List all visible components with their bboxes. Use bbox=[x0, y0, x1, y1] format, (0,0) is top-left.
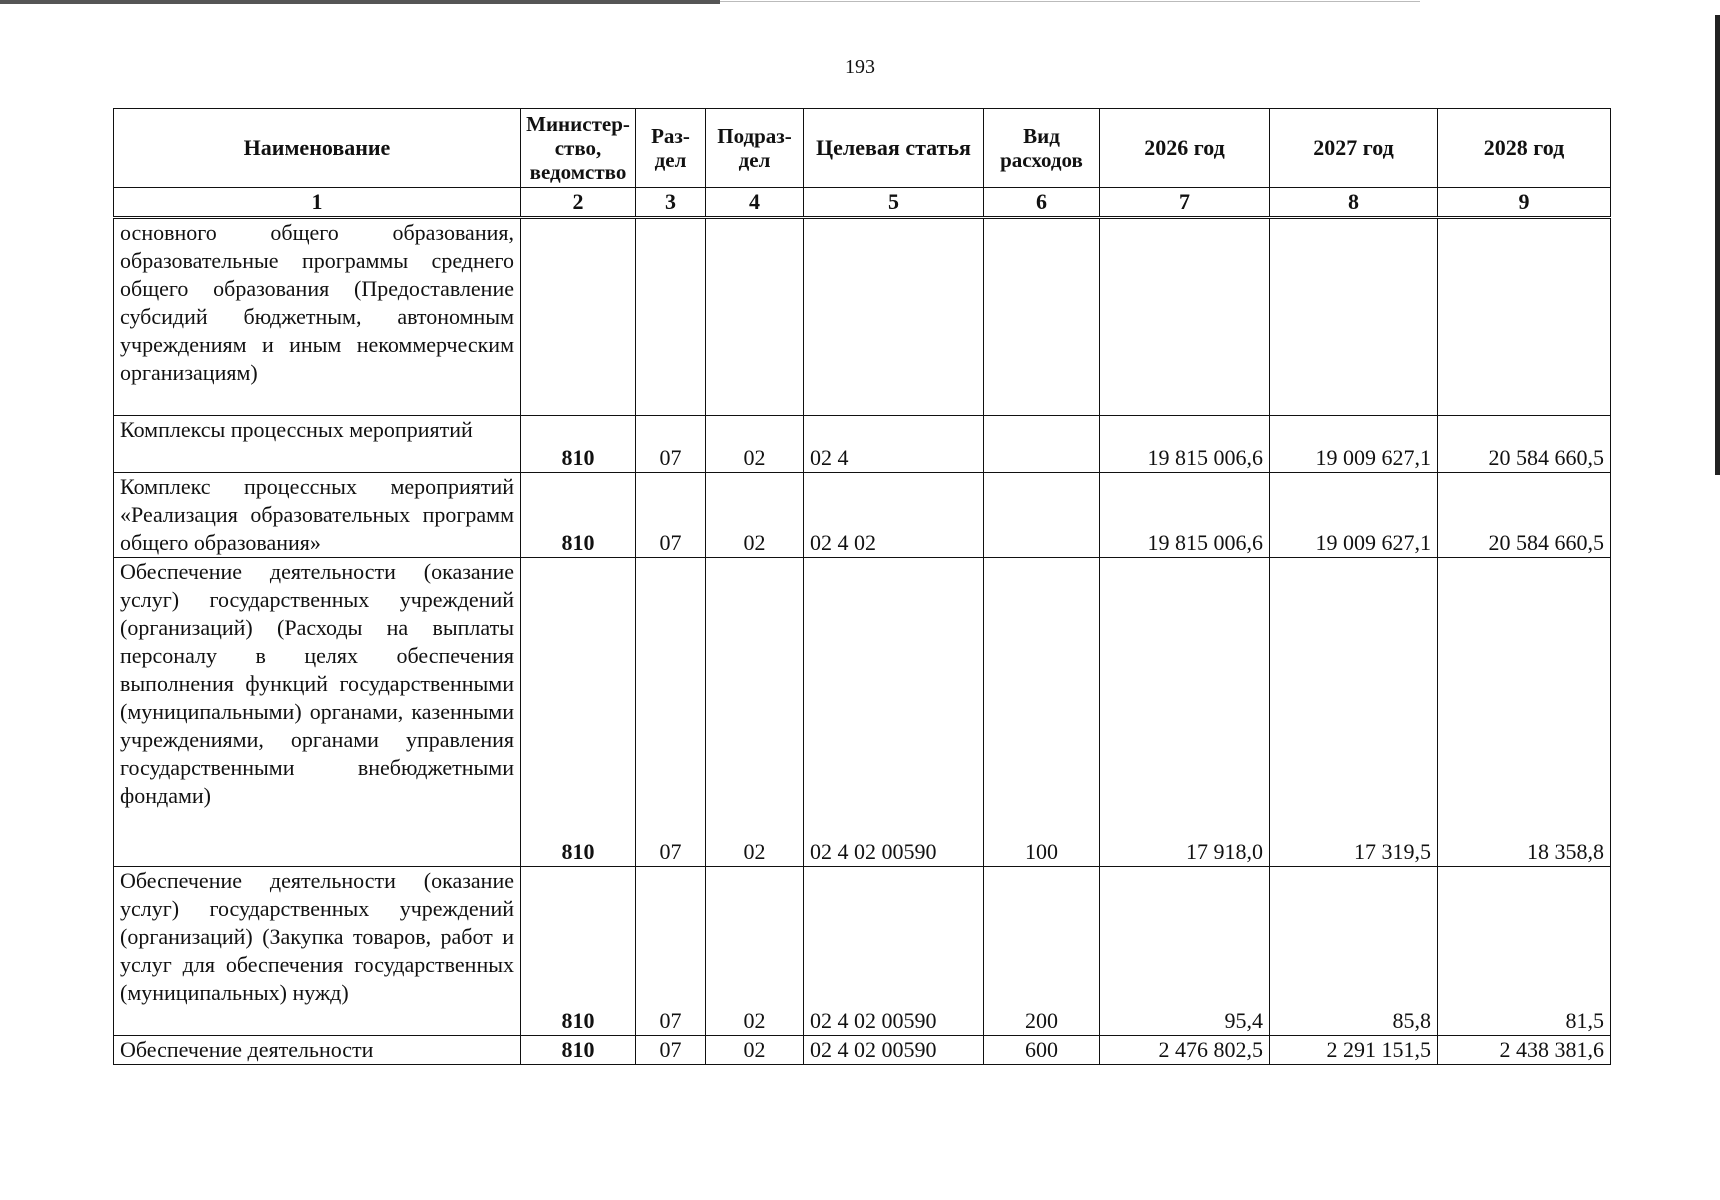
cell-section: 07 bbox=[636, 416, 706, 473]
header-2027: 2027 год bbox=[1270, 109, 1438, 188]
cell-target: 02 4 02 00590 bbox=[804, 1036, 984, 1065]
header-2028: 2028 год bbox=[1438, 109, 1611, 188]
cell-target: 02 4 02 bbox=[804, 473, 984, 558]
column-number: 7 bbox=[1100, 188, 1270, 218]
cell-2026: 2 476 802,5 bbox=[1100, 1036, 1270, 1065]
cell-expense-type bbox=[984, 218, 1100, 416]
cell-expense-type: 100 bbox=[984, 558, 1100, 867]
scan-edge-bar bbox=[1715, 15, 1720, 475]
cell-expense-type: 200 bbox=[984, 867, 1100, 1036]
table-row bbox=[114, 473, 1611, 558]
cell-2027: 19 009 627,1 bbox=[1270, 416, 1438, 473]
cell-target: 02 4 02 00590 bbox=[804, 558, 984, 867]
cell-ministry: 810 bbox=[521, 1036, 636, 1065]
top-scan-rule-faint bbox=[720, 1, 1420, 2]
cell-ministry: 810 bbox=[521, 867, 636, 1036]
cell-expense-type bbox=[984, 473, 1100, 558]
header-ministry: Министер-ство, ведомство bbox=[521, 109, 636, 188]
cell-name: Обеспечение деятельности (оказание услуг) государственных учреждений (организаций) (Расходы на выплаты персоналу в целях обеспечения выполнения функций государственными (муниципальными) органами, казенными учреждениями, органами управления государственными внебюджетными фондами) bbox=[114, 558, 521, 867]
header-subsection: Подраз-дел bbox=[706, 109, 804, 188]
table-row bbox=[114, 867, 1611, 1036]
column-number: 8 bbox=[1270, 188, 1438, 218]
cell-2026: 17 918,0 bbox=[1100, 558, 1270, 867]
cell-section bbox=[636, 218, 706, 416]
cell-ministry bbox=[521, 218, 636, 416]
header-row bbox=[114, 109, 1611, 188]
column-number: 2 bbox=[521, 188, 636, 218]
cell-name: Комплексы процессных мероприятий bbox=[114, 416, 521, 473]
cell-subsection: 02 bbox=[706, 558, 804, 867]
cell-2027: 2 291 151,5 bbox=[1270, 1036, 1438, 1065]
cell-name: основного общего образования, образовательные программы среднего общего образования (Предоставление субсидий бюджетным, автономным учреждениям и иным некоммерческим организациям) bbox=[114, 218, 521, 416]
cell-subsection: 02 bbox=[706, 1036, 804, 1065]
header-target: Целевая статья bbox=[804, 109, 984, 188]
table-row bbox=[114, 218, 1611, 416]
cell-ministry: 810 bbox=[521, 558, 636, 867]
cell-2028: 2 438 381,6 bbox=[1438, 1036, 1611, 1065]
cell-subsection: 02 bbox=[706, 473, 804, 558]
header-section: Раз-дел bbox=[636, 109, 706, 188]
column-number: 9 bbox=[1438, 188, 1611, 218]
cell-2027: 17 319,5 bbox=[1270, 558, 1438, 867]
column-number-row bbox=[114, 188, 1611, 218]
column-number: 1 bbox=[114, 188, 521, 218]
column-number: 3 bbox=[636, 188, 706, 218]
cell-subsection: 02 bbox=[706, 867, 804, 1036]
cell-name: Обеспечение деятельности bbox=[114, 1036, 521, 1065]
cell-section: 07 bbox=[636, 473, 706, 558]
cell-target: 02 4 bbox=[804, 416, 984, 473]
table-row bbox=[114, 558, 1611, 867]
page-number: 193 bbox=[845, 56, 875, 78]
column-number: 4 bbox=[706, 188, 804, 218]
cell-name: Комплекс процессных мероприятий «Реализация образовательных программ общего образования» bbox=[114, 473, 521, 558]
header-name: Наименование bbox=[114, 109, 521, 188]
cell-2027 bbox=[1270, 218, 1438, 416]
cell-expense-type bbox=[984, 416, 1100, 473]
header-2026: 2026 год bbox=[1100, 109, 1270, 188]
table-row bbox=[114, 416, 1611, 473]
cell-2028: 18 358,8 bbox=[1438, 558, 1611, 867]
cell-target: 02 4 02 00590 bbox=[804, 867, 984, 1036]
cell-section: 07 bbox=[636, 558, 706, 867]
cell-section: 07 bbox=[636, 867, 706, 1036]
cell-2028 bbox=[1438, 218, 1611, 416]
cell-name: Обеспечение деятельности (оказание услуг) государственных учреждений (организаций) (Закупка товаров, работ и услуг для обеспечения государственных (муниципальных) нужд) bbox=[114, 867, 521, 1036]
budget-table bbox=[113, 108, 1611, 1065]
top-scan-rule bbox=[0, 0, 720, 4]
cell-ministry: 810 bbox=[521, 416, 636, 473]
table-row bbox=[114, 1036, 1611, 1065]
cell-2026 bbox=[1100, 218, 1270, 416]
cell-2026: 19 815 006,6 bbox=[1100, 416, 1270, 473]
cell-2027: 19 009 627,1 bbox=[1270, 473, 1438, 558]
column-number: 5 bbox=[804, 188, 984, 218]
cell-2027: 85,8 bbox=[1270, 867, 1438, 1036]
column-number: 6 bbox=[984, 188, 1100, 218]
cell-2028: 20 584 660,5 bbox=[1438, 416, 1611, 473]
cell-2028: 81,5 bbox=[1438, 867, 1611, 1036]
cell-ministry: 810 bbox=[521, 473, 636, 558]
cell-subsection: 02 bbox=[706, 416, 804, 473]
cell-2026: 95,4 bbox=[1100, 867, 1270, 1036]
cell-expense-type: 600 bbox=[984, 1036, 1100, 1065]
cell-2026: 19 815 006,6 bbox=[1100, 473, 1270, 558]
header-expense-type: Вид расходов bbox=[984, 109, 1100, 188]
cell-target bbox=[804, 218, 984, 416]
cell-2028: 20 584 660,5 bbox=[1438, 473, 1611, 558]
cell-section: 07 bbox=[636, 1036, 706, 1065]
cell-subsection bbox=[706, 218, 804, 416]
